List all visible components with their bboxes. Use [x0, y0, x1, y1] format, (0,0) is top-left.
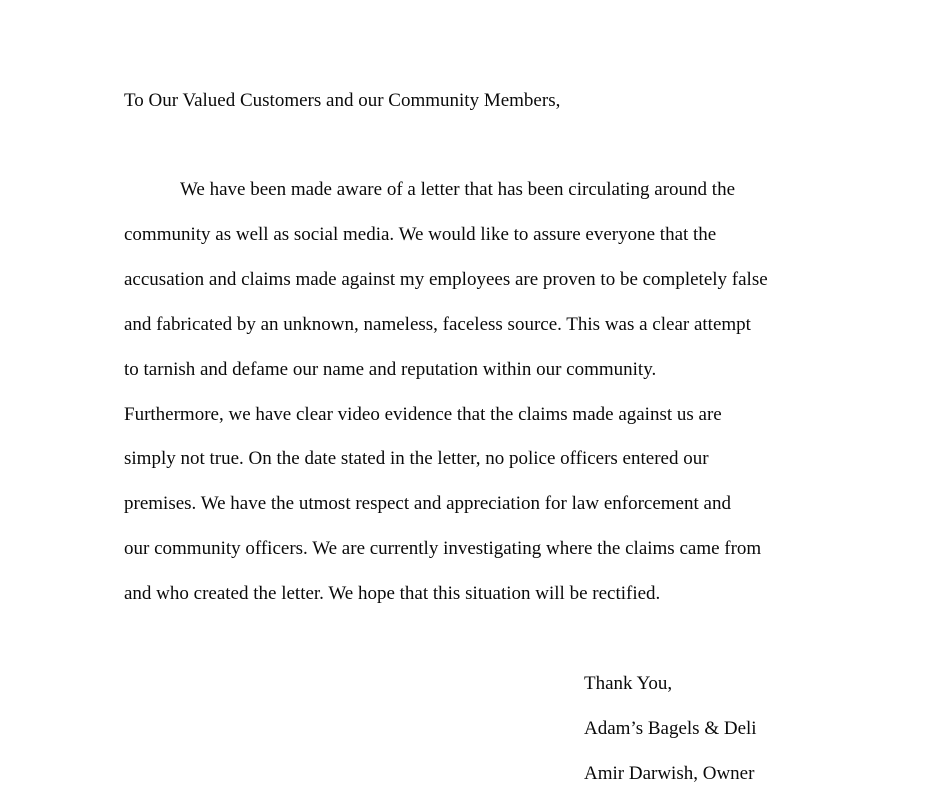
body-line: and who created the letter. We hope that this situation will be rectified.: [124, 583, 661, 605]
body-line: our community officers. We are currently investigating where the claims came from: [124, 538, 762, 560]
body-line: and fabricated by an unknown, nameless, faceless source. This was a clear attempt: [124, 313, 751, 335]
body-line: premises. We have the utmost respect and appreciation for law enforcement and: [124, 493, 731, 515]
body-line: We have been made aware of a letter that has been circulating around the: [180, 179, 736, 200]
closing-signer: Amir Darwish, Owner: [584, 762, 755, 784]
salutation: To Our Valued Customers and our Community Members,: [124, 90, 561, 111]
closing-block: [584, 662, 757, 797]
closing-business-name: Adam’s Bagels & Deli: [584, 717, 757, 739]
body-line: to tarnish and defame our name and reputation within our community.: [124, 358, 657, 380]
letter-body: [124, 168, 768, 617]
body-line: simply not true. On the date stated in the letter, no police officers entered our: [124, 448, 709, 470]
closing-thanks: Thank You,: [584, 673, 673, 694]
body-line: community as well as social media. We would like to assure everyone that the: [124, 223, 717, 245]
body-line: accusation and claims made against my employees are proven to be completely false: [124, 268, 768, 290]
body-line: Furthermore, we have clear video evidence that the claims made against us are: [124, 403, 722, 425]
